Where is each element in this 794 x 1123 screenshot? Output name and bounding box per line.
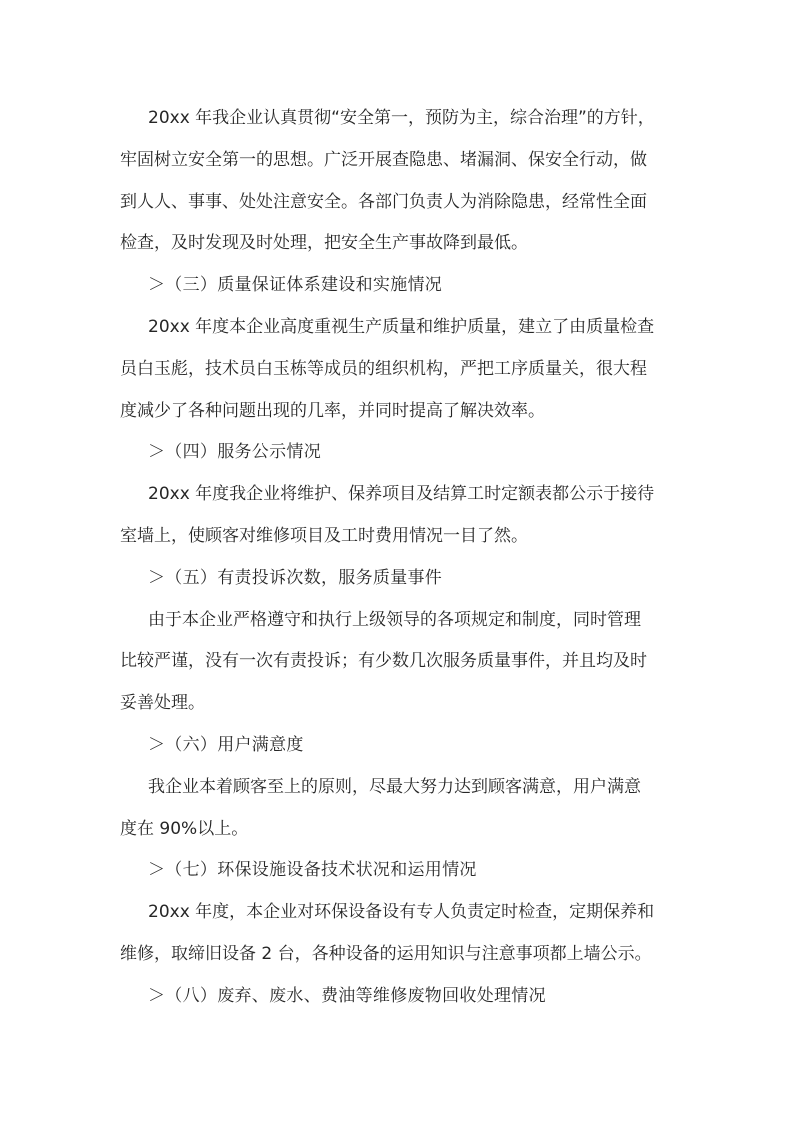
paragraph-line: 20xx 年度，本企业对环保设备设有专人负责定时检查，定期保养和 bbox=[148, 902, 655, 923]
paragraph-line: 室墙上，使顾客对维修项目及工时费用情况一目了然。 bbox=[120, 525, 528, 546]
paragraph-line: 到人人、事事、处处注意安全。各部门负责人为消除隐患，经常性全面 bbox=[120, 191, 647, 212]
paragraph-line: 由于本企业严格遵守和执行上级领导的各项规定和制度，同时管理 bbox=[148, 609, 641, 630]
paragraph-line: 牢固树立安全第一的思想。广泛开展查隐患、堵漏洞、保安全行动，做 bbox=[120, 149, 647, 170]
paragraph-line: 检查，及时发现及时处理，把安全生产事故降到最低。 bbox=[120, 233, 528, 254]
paragraph-line: 20xx 年度本企业高度重视生产质量和维护质量，建立了由质量检查 bbox=[148, 316, 655, 337]
section-heading-3: ＞（三）质量保证体系建设和实施情况 bbox=[148, 275, 443, 296]
paragraph-line: 维修，取缔旧设备 2 台，各种设备的运用知识与注意事项都上墙公示。 bbox=[120, 943, 652, 964]
paragraph-line: 度在 90%以上。 bbox=[120, 818, 249, 839]
paragraph-line: 20xx 年度我企业将维护、保养项目及结算工时定额表都公示于接待 bbox=[148, 484, 655, 505]
document-body bbox=[120, 98, 676, 1018]
section-heading-8: ＞（八）废弃、废水、费油等维修废物回收处理情况 bbox=[148, 985, 546, 1006]
paragraph-line: 度减少了各种问题出现的几率，并同时提高了解决效率。 bbox=[120, 400, 545, 421]
section-heading-7: ＞（七）环保设施设备技术状况和运用情况 bbox=[148, 860, 477, 881]
paragraph-line: 比较严谨，没有一次有责投诉；有少数几次服务质量事件，并且均及时 bbox=[120, 651, 647, 672]
paragraph-line: 我企业本着顾客至上的原则，尽最大努力达到顾客满意，用户满意 bbox=[148, 776, 641, 797]
paragraph-line: 20xx 年我企业认真贯彻“安全第一，预防为主，综合治理”的方针， bbox=[148, 108, 655, 128]
section-heading-4: ＞（四）服务公示情况 bbox=[148, 442, 321, 463]
paragraph-line: 妥善处理。 bbox=[120, 693, 205, 714]
section-heading-6: ＞（六）用户满意度 bbox=[148, 734, 304, 755]
paragraph-line: 员白玉彪，技术员白玉栋等成员的组织机构，严把工序质量关，很大程 bbox=[120, 358, 647, 379]
section-heading-5: ＞（五）有责投诉次数，服务质量事件 bbox=[148, 567, 443, 588]
